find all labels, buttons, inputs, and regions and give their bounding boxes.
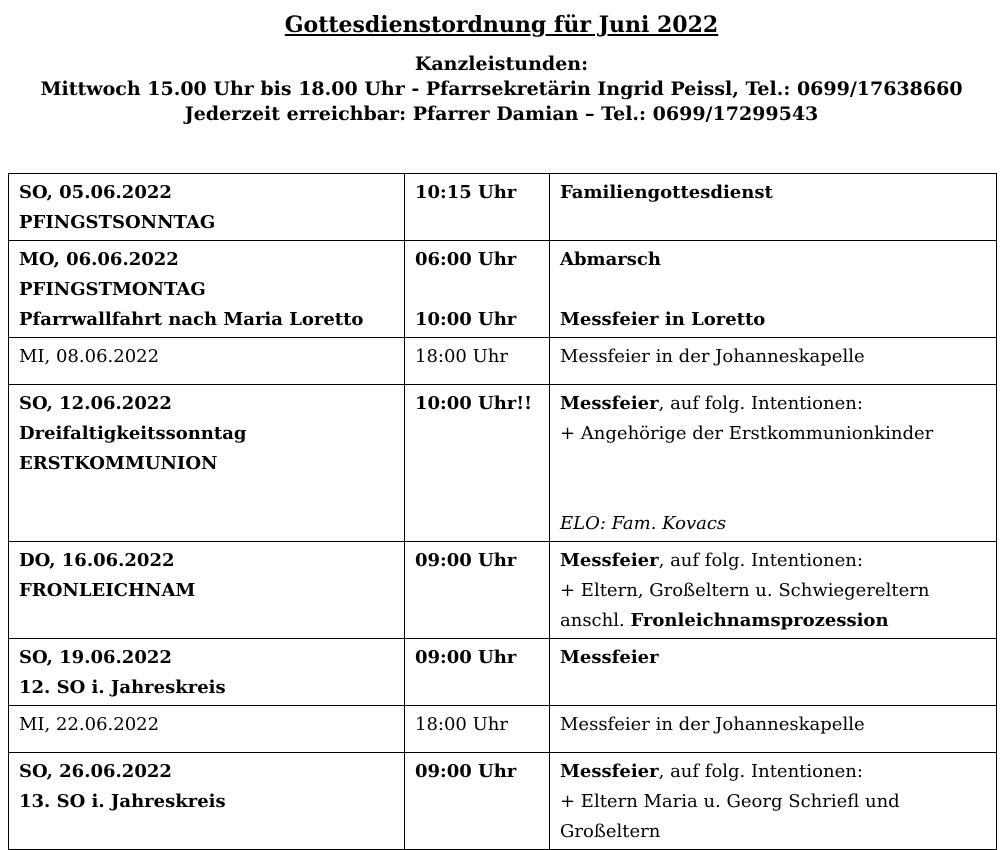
service-event: Messfeier [560,761,659,782]
service-date: MI, 22.06.2022 [19,714,160,735]
date-cell [9,174,405,241]
service-intention: + Eltern Maria u. Georg Schriefl und [560,791,900,812]
event-cell [550,241,997,338]
time-cell [405,338,550,385]
date-cell [9,241,405,338]
event-cell [550,753,997,850]
time-cell [405,174,550,241]
time-cell [405,542,550,639]
event-cell [550,174,997,241]
service-day-name: PFINGSTMONTAG [19,279,206,300]
service-followup-prefix: anschl. [560,610,631,631]
service-time: 09:00 Uhr [415,761,517,782]
service-date: MO, 06.06.2022 [19,249,179,270]
service-elo: ELO: Fam. Kovacs [560,513,727,534]
date-cell [9,385,405,542]
event-cell [550,385,997,542]
blank-line [560,449,988,479]
blank-line [560,479,988,509]
service-note: Pfarrwallfahrt nach Maria Loretto [19,309,364,330]
service-time: 18:00 Uhr [415,346,508,367]
office-hours-line: Mittwoch 15.00 Uhr bis 18.00 Uhr - Pfarrsekretärin Ingrid Peissl, Tel.: 0699/17638660 [40,78,963,100]
table-row [9,174,997,241]
service-date: SO, 19.06.2022 [19,647,172,668]
table-row [9,753,997,850]
blank-line [415,275,541,305]
service-date: SO, 12.06.2022 [19,393,172,414]
event-cell [550,639,997,706]
blank-line [560,275,988,305]
office-hours-label: Kanzleistunden: [414,53,589,75]
table-row [9,338,997,385]
event-cell [550,338,997,385]
document-header [0,10,1003,127]
service-date: DO, 16.06.2022 [19,550,175,571]
service-day-name: Dreifaltigkeitssonntag [19,423,247,444]
time-cell [405,241,550,338]
date-cell [9,639,405,706]
service-event-suffix: , auf folg. Intentionen: [658,761,863,782]
service-day-name: 13. SO i. Jahreskreis [19,791,226,812]
service-day-name: 12. SO i. Jahreskreis [19,677,226,698]
date-cell [9,706,405,753]
service-event: Familiengottesdienst [560,182,773,203]
service-date: SO, 05.06.2022 [19,182,172,203]
time-cell [405,385,550,542]
service-time: 06:00 Uhr [415,249,517,270]
table-row [9,542,997,639]
service-time-2: 10:00 Uhr [415,309,517,330]
service-event-suffix: , auf folg. Intentionen: [658,393,863,414]
event-cell [550,542,997,639]
service-day-name: PFINGSTSONNTAG [19,212,216,233]
service-event: Messfeier [560,550,659,571]
service-event: Messfeier [560,647,659,668]
service-intention-2: Großeltern [560,821,661,842]
availability-line: Jederzeit erreichbar: Pfarrer Damian – Tel.: 0699/17299543 [184,103,819,125]
service-event: Messfeier in der Johanneskapelle [560,346,865,367]
table-row [9,706,997,753]
service-event-suffix: , auf folg. Intentionen: [658,550,863,571]
service-event-line [560,389,988,419]
date-cell [9,542,405,639]
table-row [9,385,997,542]
service-time: 10:00 Uhr!! [415,393,533,414]
service-event: Abmarsch [560,249,661,270]
service-event: Messfeier [560,393,659,414]
service-time: 10:15 Uhr [415,182,517,203]
service-event-line [560,546,988,576]
service-time: 09:00 Uhr [415,647,517,668]
service-time: 09:00 Uhr [415,550,517,571]
service-intention: + Angehörige der Erstkommunionkinder [560,423,934,444]
table-row [9,241,997,338]
time-cell [405,706,550,753]
date-cell [9,753,405,850]
date-cell [9,338,405,385]
service-date: MI, 08.06.2022 [19,346,160,367]
service-time: 18:00 Uhr [415,714,508,735]
service-intention: + Eltern, Großeltern u. Schwiegereltern [560,580,930,601]
service-event-2: Messfeier in Loretto [560,309,766,330]
time-cell [405,753,550,850]
service-followup: Fronleichnamsprozession [630,610,889,631]
event-cell [550,706,997,753]
document-title: Gottesdienstordnung für Juni 2022 [284,12,719,38]
time-cell [405,639,550,706]
service-followup-line [560,606,988,636]
service-date: SO, 26.06.2022 [19,761,172,782]
service-event: Messfeier in der Johanneskapelle [560,714,865,735]
service-note: ERSTKOMMUNION [19,453,218,474]
schedule-table [8,173,997,850]
table-row [9,639,997,706]
service-day-name: FRONLEICHNAM [19,580,196,601]
service-event-line [560,757,988,787]
